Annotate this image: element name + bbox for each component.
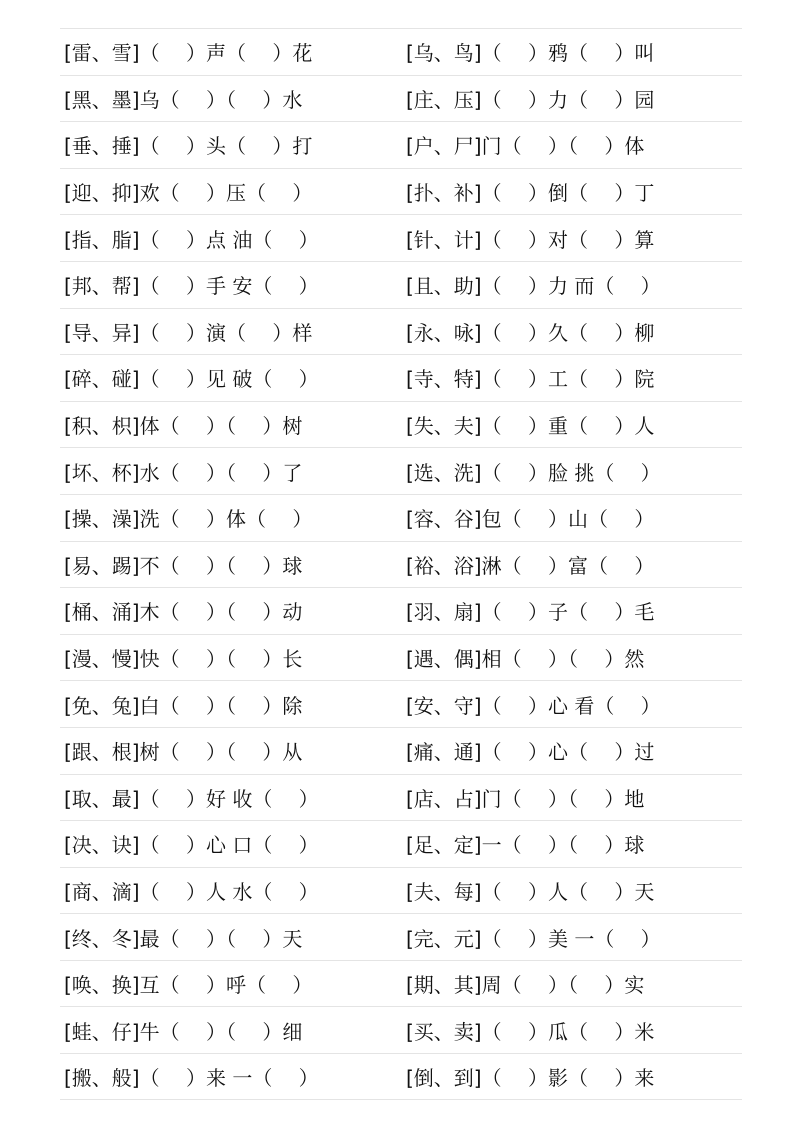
- character-pair: [跟、根]: [64, 740, 140, 765]
- exercise-right: [400, 643, 742, 672]
- fill-in-words: 相（ ）（ ）然: [481, 647, 645, 672]
- character-pair: [免、兔]: [64, 693, 140, 718]
- exercise-row: [60, 308, 742, 355]
- fill-in-words: 体（ ）（ ）树: [139, 414, 303, 439]
- fill-in-words: （ ）头（ ）打: [139, 134, 313, 159]
- fill-in-words: 不（ ）（ ）球: [139, 553, 303, 578]
- character-pair: [倒、到]: [406, 1065, 482, 1090]
- fill-in-words: （ ）重（ ）人: [481, 414, 655, 439]
- fill-in-words: （ ）心（ ）过: [481, 740, 655, 765]
- exercise-right: [400, 1062, 742, 1091]
- exercise-right: [400, 923, 742, 952]
- exercise-left: [60, 1062, 400, 1091]
- character-pair: [容、谷]: [406, 507, 482, 532]
- fill-in-words: （ ）对（ ）算: [481, 227, 655, 252]
- exercise-row: [60, 1006, 742, 1053]
- exercise-left: [60, 177, 400, 206]
- exercise-left: [60, 410, 400, 439]
- character-pair: [操、澡]: [64, 507, 140, 532]
- character-pair: [垂、捶]: [64, 134, 140, 159]
- exercise-right: [400, 1016, 742, 1045]
- character-pair: [碎、碰]: [64, 367, 140, 392]
- character-pair: [足、定]: [406, 833, 482, 858]
- exercise-left: [60, 969, 400, 998]
- character-pair: [遇、偶]: [406, 647, 482, 672]
- character-pair: [扑、补]: [406, 181, 482, 206]
- fill-in-words: 欢（ ）压（ ）: [139, 181, 313, 206]
- exercise-row: [60, 867, 742, 914]
- exercise-row: [60, 913, 742, 960]
- character-pair: [买、卖]: [406, 1019, 482, 1044]
- exercise-right: [400, 410, 742, 439]
- character-pair: [终、冬]: [64, 926, 140, 951]
- fill-in-words: （ ）久（ ）柳: [481, 320, 655, 345]
- fill-in-words: 门（ ）（ ）体: [481, 134, 645, 159]
- fill-in-words: （ ）子（ ）毛: [481, 600, 655, 625]
- exercise-right: [400, 177, 742, 206]
- exercise-row: [60, 1053, 742, 1100]
- exercise-left: [60, 923, 400, 952]
- character-pair: [户、尸]: [406, 134, 482, 159]
- character-pair: [店、占]: [406, 786, 482, 811]
- exercise-row: [60, 820, 742, 867]
- character-pair: [邦、帮]: [64, 274, 140, 299]
- fill-in-words: 木（ ）（ ）动: [139, 600, 303, 625]
- character-pair: [桶、涌]: [64, 600, 140, 625]
- exercise-row: [60, 494, 742, 541]
- character-pair: [期、其]: [406, 973, 482, 998]
- fill-in-words: 包（ ）山（ ）: [481, 507, 655, 532]
- exercise-row: [60, 28, 742, 75]
- fill-in-words: （ ）来 一（ ）: [139, 1065, 319, 1090]
- character-pair: [庄、压]: [406, 87, 482, 112]
- character-pair: [寺、特]: [406, 367, 482, 392]
- character-pair: [蛙、仔]: [64, 1019, 140, 1044]
- exercise-right: [400, 596, 742, 625]
- fill-in-words: （ ）美 一（ ）: [481, 926, 661, 951]
- exercise-left: [60, 130, 400, 159]
- exercise-right: [400, 224, 742, 253]
- exercise-row: [60, 75, 742, 122]
- character-pair: [唤、换]: [64, 973, 140, 998]
- character-pair: [坏、杯]: [64, 460, 140, 485]
- fill-in-words: 洗（ ）体（ ）: [139, 507, 313, 532]
- exercise-right: [400, 550, 742, 579]
- exercise-right: [400, 270, 742, 299]
- fill-in-words: 一（ ）（ ）球: [481, 833, 645, 858]
- exercise-left: [60, 84, 400, 113]
- character-pair: [完、元]: [406, 926, 482, 951]
- character-pair: [商、滴]: [64, 879, 140, 904]
- exercise-left: [60, 1016, 400, 1045]
- exercise-left: [60, 503, 400, 532]
- exercise-right: [400, 736, 742, 765]
- character-pair: [漫、慢]: [64, 647, 140, 672]
- exercise-left: [60, 224, 400, 253]
- fill-in-words: 树（ ）（ ）从: [139, 740, 303, 765]
- exercise-right: [400, 876, 742, 905]
- fill-in-words: 乌（ ）（ ）水: [139, 87, 303, 112]
- fill-in-words: （ ）演（ ）样: [139, 320, 313, 345]
- exercise-row: [60, 727, 742, 774]
- exercise-row: [60, 541, 742, 588]
- fill-in-words: 水（ ）（ ）了: [139, 460, 303, 485]
- fill-in-words: （ ）人 水（ ）: [139, 879, 319, 904]
- exercise-right: [400, 969, 742, 998]
- exercise-row: [60, 354, 742, 401]
- fill-in-words: （ ）心 看（ ）: [481, 693, 661, 718]
- character-pair: [安、守]: [406, 693, 482, 718]
- exercise-right: [400, 130, 742, 159]
- exercise-left: [60, 736, 400, 765]
- exercise-row: [60, 168, 742, 215]
- exercise-row: [60, 680, 742, 727]
- fill-in-words: 互（ ）呼（ ）: [139, 973, 313, 998]
- fill-in-words: 白（ ）（ ）除: [139, 693, 303, 718]
- exercise-right: [400, 37, 742, 66]
- fill-in-words: （ ）力（ ）园: [481, 87, 655, 112]
- exercise-row: [60, 214, 742, 261]
- fill-in-words: （ ）人（ ）天: [481, 879, 655, 904]
- exercise-right: [400, 829, 742, 858]
- exercise-left: [60, 550, 400, 579]
- fill-in-words: 牛（ ）（ ）细: [139, 1019, 303, 1044]
- exercise-left: [60, 829, 400, 858]
- exercise-left: [60, 457, 400, 486]
- exercise-left: [60, 317, 400, 346]
- fill-in-words: （ ）鸦（ ）叫: [481, 41, 655, 66]
- exercise-right: [400, 783, 742, 812]
- exercise-row: [60, 774, 742, 821]
- fill-in-words: （ ）心 口（ ）: [139, 833, 319, 858]
- exercise-row: [60, 121, 742, 168]
- exercise-row: [60, 401, 742, 448]
- character-pair: [雷、雪]: [64, 41, 140, 66]
- exercise-left: [60, 783, 400, 812]
- character-pair: [指、脂]: [64, 227, 140, 252]
- exercise-right: [400, 690, 742, 719]
- exercise-left: [60, 643, 400, 672]
- fill-in-words: 门（ ）（ ）地: [481, 786, 645, 811]
- fill-in-words: （ ）声（ ）花: [139, 41, 313, 66]
- fill-in-words: （ ）见 破（ ）: [139, 367, 319, 392]
- exercise-left: [60, 596, 400, 625]
- character-pair: [针、计]: [406, 227, 482, 252]
- character-pair: [裕、浴]: [406, 553, 482, 578]
- character-pair: [积、枳]: [64, 414, 140, 439]
- fill-in-words: （ ）瓜（ ）米: [481, 1019, 655, 1044]
- exercise-left: [60, 876, 400, 905]
- character-pair: [导、异]: [64, 320, 140, 345]
- character-pair: [永、咏]: [406, 320, 482, 345]
- exercise-row: [60, 587, 742, 634]
- character-pair: [易、踢]: [64, 553, 140, 578]
- exercise-right: [400, 363, 742, 392]
- character-pair: [羽、扇]: [406, 600, 482, 625]
- exercise-left: [60, 363, 400, 392]
- exercise-left: [60, 37, 400, 66]
- exercise-row: [60, 447, 742, 494]
- worksheet: [60, 28, 742, 1100]
- fill-in-words: （ ）脸 挑（ ）: [481, 460, 661, 485]
- exercise-right: [400, 84, 742, 113]
- character-pair: [黑、墨]: [64, 87, 140, 112]
- fill-in-words: （ ）手 安（ ）: [139, 274, 319, 299]
- fill-in-words: 周（ ）（ ）实: [481, 973, 645, 998]
- fill-in-words: 快（ ）（ ）长: [139, 647, 303, 672]
- exercise-row: [60, 960, 742, 1007]
- exercise-right: [400, 317, 742, 346]
- fill-in-words: （ ）力 而（ ）: [481, 274, 661, 299]
- fill-in-words: （ ）倒（ ）丁: [481, 181, 655, 206]
- exercise-right: [400, 457, 742, 486]
- character-pair: [失、夫]: [406, 414, 482, 439]
- fill-in-words: 淋（ ）富（ ）: [481, 553, 655, 578]
- exercise-left: [60, 270, 400, 299]
- exercise-left: [60, 690, 400, 719]
- fill-in-words: 最（ ）（ ）天: [139, 926, 303, 951]
- fill-in-words: （ ）点 油（ ）: [139, 227, 319, 252]
- fill-in-words: （ ）影（ ）来: [481, 1065, 655, 1090]
- fill-in-words: （ ）好 收（ ）: [139, 786, 319, 811]
- character-pair: [搬、般]: [64, 1065, 140, 1090]
- character-pair: [取、最]: [64, 786, 140, 811]
- character-pair: [迎、抑]: [64, 181, 140, 206]
- exercise-right: [400, 503, 742, 532]
- character-pair: [决、诀]: [64, 833, 140, 858]
- character-pair: [夫、每]: [406, 879, 482, 904]
- character-pair: [痛、通]: [406, 740, 482, 765]
- exercise-row: [60, 261, 742, 308]
- character-pair: [乌、鸟]: [406, 41, 482, 66]
- character-pair: [且、助]: [406, 274, 482, 299]
- exercise-row: [60, 634, 742, 681]
- fill-in-words: （ ）工（ ）院: [481, 367, 655, 392]
- character-pair: [选、洗]: [406, 460, 482, 485]
